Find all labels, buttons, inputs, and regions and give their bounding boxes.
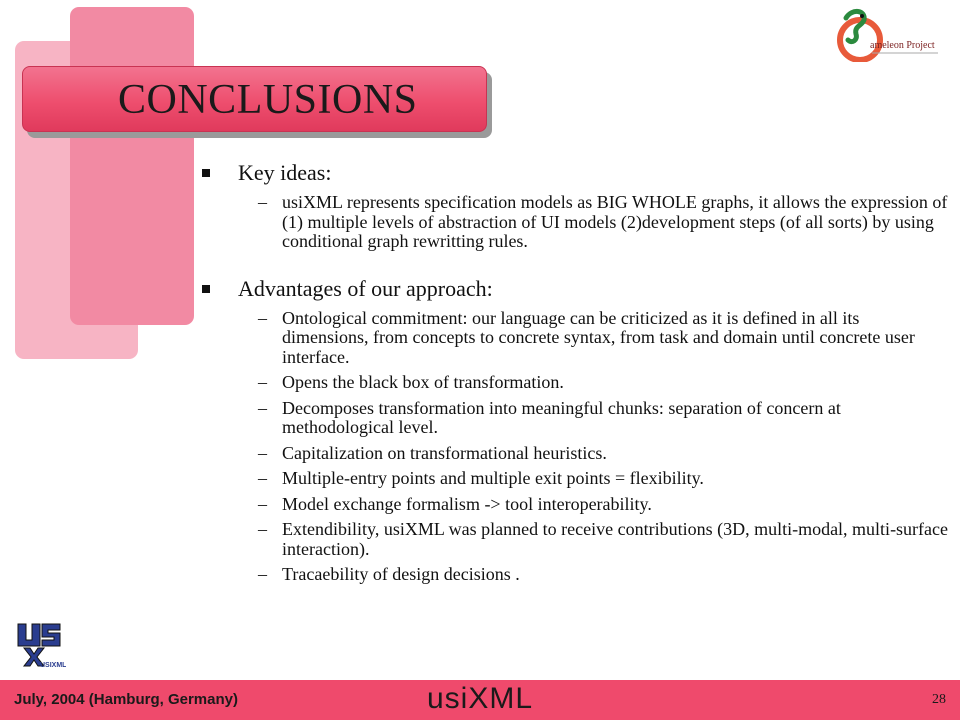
list-item: – Multiple-entry points and multiple exit points = flexibility. xyxy=(258,468,704,488)
list-item-text: Opens the black box of transformation. xyxy=(282,372,564,392)
list-item: – Decomposes transformation into meaningful chunks: separation of concern at methodological level. xyxy=(258,397,841,437)
list-item-text: Multiple-entry points and multiple exit points = flexibility. xyxy=(282,468,704,488)
chameleon-logo-icon xyxy=(826,6,944,62)
bullet-heading xyxy=(200,276,950,302)
decorative-bar-front xyxy=(70,7,194,325)
footer-brand: usiXML xyxy=(426,682,534,715)
list-item: – Extendibility, usiXML was planned to receive contributions (3D, multi-modal, multi-surface interaction). xyxy=(258,519,949,559)
section-heading: Advantages of our approach: xyxy=(238,275,493,301)
bullet-heading xyxy=(200,160,950,186)
slide-content xyxy=(200,160,950,591)
footer-date: July, 2004 (Hamburg, Germany) xyxy=(14,691,238,708)
list-item-text: Decomposes transformation into meaningful chunks: separation of concern at methodological level. xyxy=(282,397,841,437)
list-item: – Tracaebility of design decisions . xyxy=(258,564,520,584)
footer-bar xyxy=(0,680,960,720)
logo-top-text: ameleon Project xyxy=(870,40,935,51)
list-item-text: usiXML represents specification models as BIG WHOLE graphs, it allows the expression of (1) multiple levels of abstraction of UI models (2)development steps (of all sorts) by using conditional graph rewritting rules. xyxy=(282,192,948,251)
list-item-text: Ontological commitment: our language can be criticized as it is defined in all its dimensions, from concepts to concrete syntax, from task and domain until concrete user interface. xyxy=(282,307,915,367)
title-banner xyxy=(22,66,487,132)
list-item-text: Capitalization on transformational heuristics. xyxy=(282,442,607,463)
list-item: – Model exchange formalism -> tool interoperability. xyxy=(258,493,652,514)
section-heading: Key ideas: xyxy=(238,160,332,185)
list-item-text: Model exchange formalism -> tool interoperability. xyxy=(282,493,652,514)
list-item-text: Tracaebility of design decisions . xyxy=(282,564,520,584)
list-item: – usiXML represents specification models as BIG WHOLE graphs, it allows the expression of (1) multiple levels of abstraction of UI models (2)development steps (of all sorts) by using conditional graph rewritting rules. xyxy=(258,192,948,251)
square-bullet-icon xyxy=(202,285,210,293)
section-advantages xyxy=(200,276,950,585)
list-item: – Opens the black box of transformation. xyxy=(258,372,564,392)
square-bullet-icon xyxy=(202,169,210,177)
section-key-ideas xyxy=(200,160,950,252)
list-item-text: Extendibility, usiXML was planned to receive contributions (3D, multi-modal, multi-surface interaction). xyxy=(282,519,949,559)
list-item: – Capitalization on transformational heuristics. xyxy=(258,442,607,463)
list-item: – Ontological commitment: our language can be criticized as it is defined in all its dimensions, from concepts to concrete syntax, from task and domain until concrete user interface. xyxy=(258,307,915,367)
page-number: 28 xyxy=(932,692,946,707)
slide-title: CONCLUSIONS xyxy=(118,77,418,123)
logo-left-text: USIXML xyxy=(40,662,66,668)
usixml-logo-icon xyxy=(14,620,66,668)
